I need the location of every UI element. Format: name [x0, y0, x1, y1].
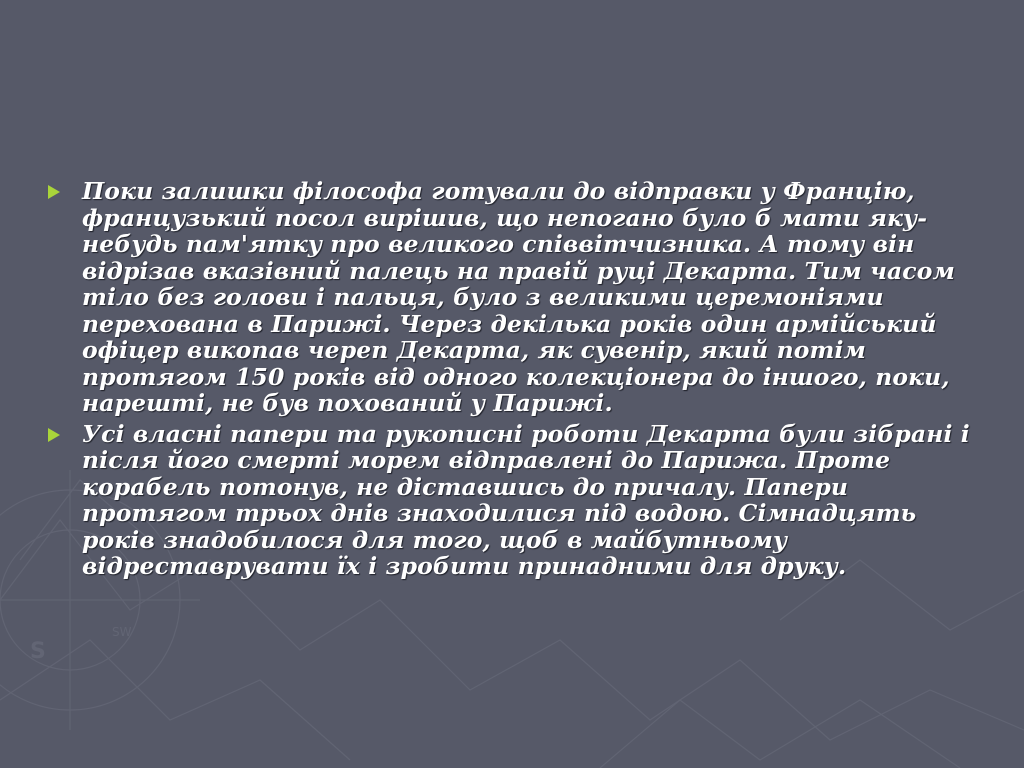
bullet-text: Усі власні папери та рукописні роботи Декарта були зібрані і після його смерті морем відправлені до Парижа. Проте корабель потонув, не діставшись до причалу. Папери протягом трьох днів знаходилися під водою. Сімнадцять років знадобилося для того, щоб в майбутньому відреставрувати їх і зробити принадними для друку. — [82, 419, 970, 580]
triangle-bullet-icon — [48, 428, 60, 442]
bullet-item — [44, 421, 984, 580]
slide-content — [44, 178, 984, 584]
bullet-text: Поки залишки філософа готували до відправки у Францію, французький посол вирішив, що непогано було б мати яку-небудь пам'ятку про великого співвітчизника. А тому він відрізав вказівний палець на правій руці Декарта. Тим часом тіло без голови і пальця, було з великими церемоніями перехована в Парижі. Через декілька років один армійський офіцер викопав череп Декарта, як сувенір, який потім протягом 150 років від одного колекціонера до іншого, поки, нарешті, не був похований у Парижі. — [82, 177, 955, 417]
triangle-bullet-icon — [48, 185, 60, 199]
svg-text:SW: SW — [112, 625, 132, 639]
svg-text:S: S — [30, 639, 46, 664]
bullet-item — [44, 178, 984, 417]
